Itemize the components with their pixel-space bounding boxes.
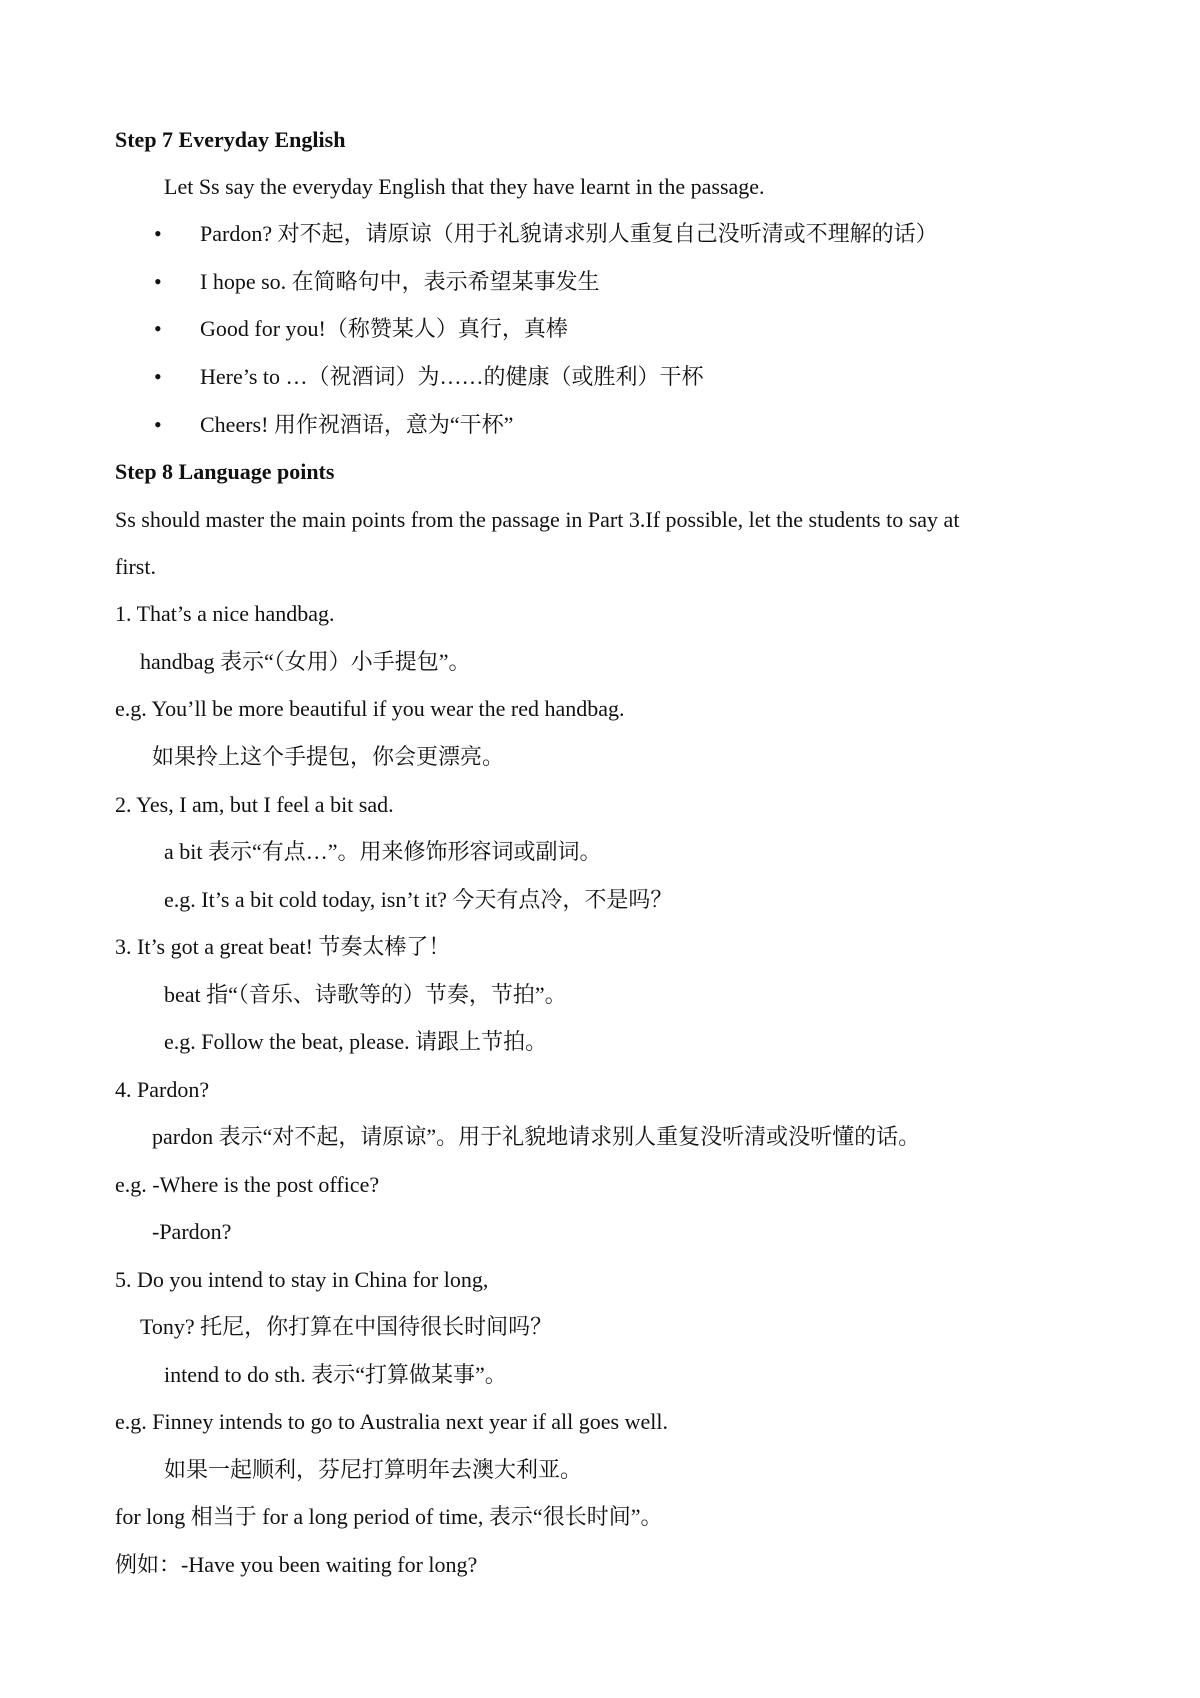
point-explanation: intend to do sth. 表示“打算做某事”。 <box>164 1362 507 1387</box>
example-sentence: e.g. -Where is the post office? <box>115 1172 380 1197</box>
step7-heading: Step 7 Everyday English <box>115 127 346 152</box>
point-heading: 1. That’s a nice handbag. <box>115 601 335 626</box>
bullet-dot: • <box>154 364 162 389</box>
bullet-item: Here’s to …（祝酒词）为……的健康（或胜利）干杯 <box>200 364 704 389</box>
example-sentence: 例如：-Have you been waiting for long? <box>115 1552 478 1577</box>
bullet-item: Cheers! 用作祝酒语，意为“干杯” <box>200 412 514 437</box>
point-heading: 2. Yes, I am, but I feel a bit sad. <box>115 792 394 817</box>
bullet-item: Pardon? 对不起，请原谅（用于礼貌请求别人重复自己没听清或不理解的话） <box>200 221 938 246</box>
example-sentence: -Pardon? <box>152 1219 232 1244</box>
example-sentence: e.g. Follow the beat, please. 请跟上节拍。 <box>164 1029 548 1054</box>
bullet-item: Good for you!（称赞某人）真行，真棒 <box>200 316 568 341</box>
bullet-dot: • <box>154 269 162 294</box>
point-heading: 5. Do you intend to stay in China for long, <box>115 1267 489 1292</box>
example-translation: 如果一起顺利，芬尼打算明年去澳大利亚。 <box>164 1457 583 1482</box>
point-explanation: beat 指“（音乐、诗歌等的）节奏，节拍”。 <box>164 982 567 1007</box>
step8-heading: Step 8 Language points <box>115 459 335 484</box>
step8-intro-continued: first. <box>115 554 156 579</box>
point-explanation: a bit 表示“有点…”。用来修饰形容词或副词。 <box>164 839 602 864</box>
step8-intro: Ss should master the main points from the passage in Part 3.If possible, let the students to say at <box>115 507 960 532</box>
bullet-dot: • <box>154 221 162 246</box>
bullet-dot: • <box>154 412 162 437</box>
bullet-item: I hope so. 在简略句中，表示希望某事发生 <box>200 269 600 294</box>
step7-intro: Let Ss say the everyday English that they have learnt in the passage. <box>164 174 765 199</box>
example-translation: 如果拎上这个手提包，你会更漂亮。 <box>152 744 505 769</box>
point-explanation: for long 相当于 for a long period of time, 表示“很长时间”。 <box>115 1504 663 1529</box>
example-sentence: e.g. It’s a bit cold today, isn’t it? 今天有点冷，不是吗？ <box>164 887 673 912</box>
point-explanation: pardon 表示“对不起，请原谅”。用于礼貌地请求别人重复没听清或没听懂的话。 <box>152 1124 921 1149</box>
point-heading: 4. Pardon? <box>115 1077 210 1102</box>
bullet-dot: • <box>154 316 162 341</box>
point-heading: 3. It’s got a great beat! 节奏太棒了！ <box>115 934 451 959</box>
example-sentence: e.g. You’ll be more beautiful if you wear the red handbag. <box>115 696 625 721</box>
example-sentence: e.g. Finney intends to go to Australia next year if all goes well. <box>115 1409 668 1434</box>
point-heading-continued: Tony? 托尼，你打算在中国待很长时间吗？ <box>140 1314 553 1339</box>
point-explanation: handbag 表示“（女用）小手提包”。 <box>140 649 471 674</box>
